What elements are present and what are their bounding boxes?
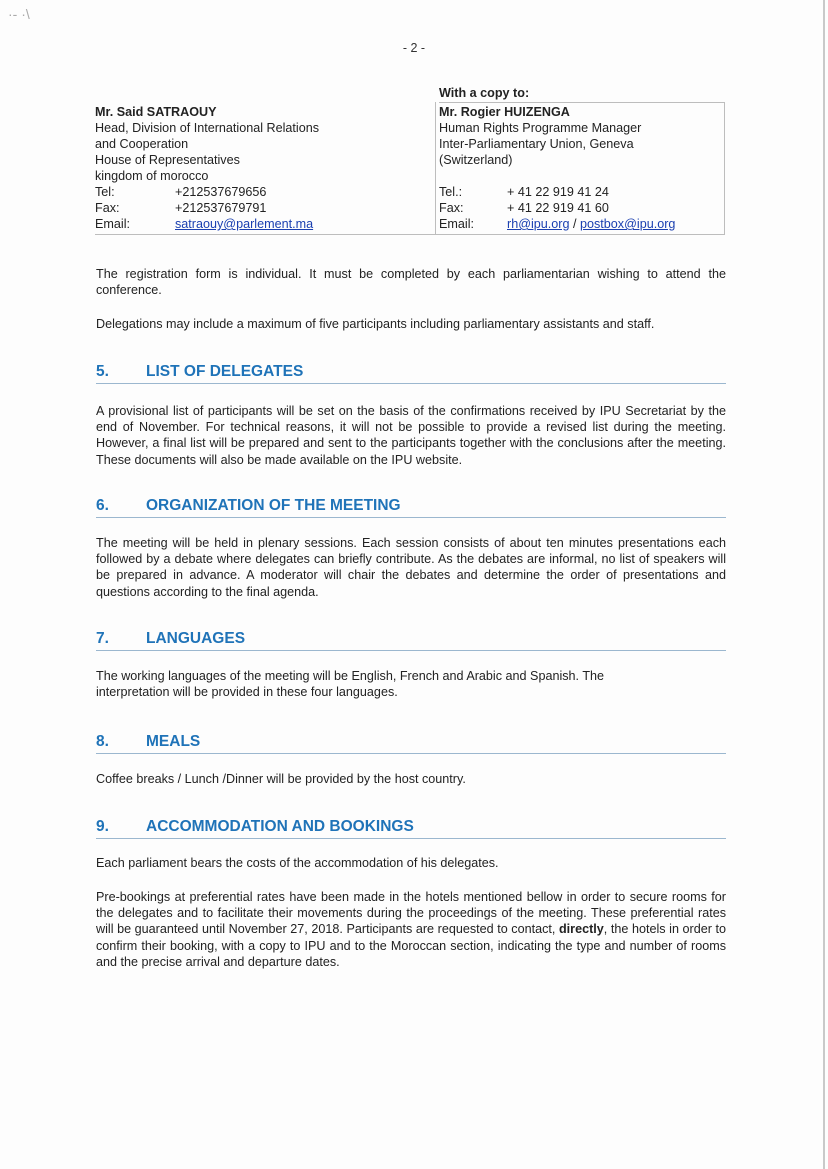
contact-line: House of Representatives	[95, 153, 240, 167]
contact-name: Mr. Said SATRAOUY	[95, 105, 217, 119]
fax-label: Fax:	[95, 201, 120, 215]
list-paragraph: A provisional list of participants will be set on the basis of the confirmations received by IPU Secretariat by the end of November. For technical reasons, it will not be possible to provide a revised list during the meeting. However, a final list will be prepared and sent to the participants together with the conclusions after the meeting. These documents will also be made available on the IPU website.	[96, 404, 726, 467]
section-number: 6.	[96, 497, 109, 514]
bookings-text-end: , the hotels in order to confirm their booking, with a copy to IPU and to the Moroccan section, indicating the type and number of rooms and the precise arrival and departure dates.	[96, 922, 726, 969]
email-link[interactable]: satraouy@parlement.ma	[175, 217, 314, 231]
contact-email	[439, 216, 725, 232]
contact-tel	[439, 184, 725, 200]
contact-rogier-huizenga	[439, 104, 725, 232]
delegations-paragraph: Delegations may include a maximum of five participants including parliamentary assistants and staff.	[96, 317, 655, 331]
contact-line: kingdom of morocco	[95, 169, 209, 183]
contact-said-satraouy	[95, 104, 435, 232]
section-number: 5.	[96, 363, 109, 380]
contact-fax	[95, 200, 435, 216]
scan-artifact: ·‑ ·\	[8, 6, 30, 22]
section-title: ACCOMMODATION AND BOOKINGS	[146, 818, 414, 835]
languages-line: interpretation will be provided in these four languages.	[96, 685, 398, 700]
section-heading-languages	[96, 630, 726, 651]
accommodation-paragraph-bookings	[96, 889, 726, 970]
contacts-divider	[435, 102, 436, 234]
page-edge	[823, 0, 825, 1169]
contact-line: Inter-Parliamentary Union, Geneva	[439, 137, 634, 151]
section-heading-organization	[96, 497, 726, 518]
section-number: 8.	[96, 733, 109, 750]
section-title: ORGANIZATION OF THE MEETING	[146, 497, 401, 514]
bookings-text: Pre-bookings at preferential rates have been made in the hotels mentioned bellow in order to secure rooms for the delegates and to facilitate their movements during the proceedings of the meeting. These preferential rates will be guaranteed until November 27, 2018. Participants are requested to contact,	[96, 890, 726, 937]
contact-line: (Switzerland)	[439, 153, 513, 167]
page-number: - 2 -	[402, 41, 426, 55]
section-title: MEALS	[146, 733, 201, 750]
registration-paragraph: The registration form is individual. It must be completed by each parliamentarian wishing to attend the conference.	[96, 267, 726, 298]
meals-paragraph: Coffee breaks / Lunch /Dinner will be provided by the host country.	[96, 772, 466, 786]
email-link-rh[interactable]: rh@ipu.org	[507, 217, 570, 231]
section-heading-meals	[96, 733, 726, 754]
tel-value: +212537679656	[175, 185, 267, 199]
languages-line: The working languages of the meeting will be English, French and Arabic and Spanish. The	[96, 669, 605, 683]
section-title: LIST OF DELEGATES	[146, 363, 304, 380]
contact-email	[95, 216, 435, 232]
organization-paragraph: The meeting will be held in plenary sessions. Each session consists of about ten minutes presentations each followed by a debate where delegates can briefly contribute. As the debates are informal, no list of speakers will be prepared in advance. A moderator will chair the debates and determine the order of presentations and questions according to the final agenda.	[96, 536, 726, 599]
email-link-postbox[interactable]: postbox@ipu.org	[580, 217, 676, 231]
tel-value: + 41 22 919 41 24	[507, 185, 609, 199]
accommodation-paragraph-costs: Each parliament bears the costs of the accommodation of his delegates.	[96, 856, 499, 870]
copy-to-label: With a copy to:	[439, 86, 530, 100]
copy-rule-top	[439, 102, 725, 103]
email-label: Email:	[439, 217, 474, 231]
contacts-rule-bottom	[95, 234, 725, 235]
email-label: Email:	[95, 217, 130, 231]
contact-line: Human Rights Programme Manager	[439, 121, 642, 135]
fax-value: + 41 22 919 41 60	[507, 201, 609, 215]
section-title: LANGUAGES	[146, 630, 246, 647]
contact-line: and Cooperation	[95, 137, 189, 151]
tel-label: Tel.:	[439, 185, 463, 199]
languages-paragraph	[96, 668, 726, 700]
fax-value: +212537679791	[175, 201, 267, 215]
email-separator: /	[569, 217, 580, 231]
section-heading-accommodation	[96, 818, 726, 839]
contact-line: Head, Division of International Relations	[95, 121, 320, 135]
section-number: 7.	[96, 630, 109, 647]
bookings-emphasis: directly	[558, 922, 604, 937]
contact-name: Mr. Rogier HUIZENGA	[439, 105, 570, 119]
tel-label: Tel:	[95, 185, 115, 199]
contact-fax	[439, 200, 725, 216]
fax-label: Fax:	[439, 201, 464, 215]
contact-tel	[95, 184, 435, 200]
section-number: 9.	[96, 818, 109, 835]
section-heading-list-of-delegates	[96, 363, 726, 384]
